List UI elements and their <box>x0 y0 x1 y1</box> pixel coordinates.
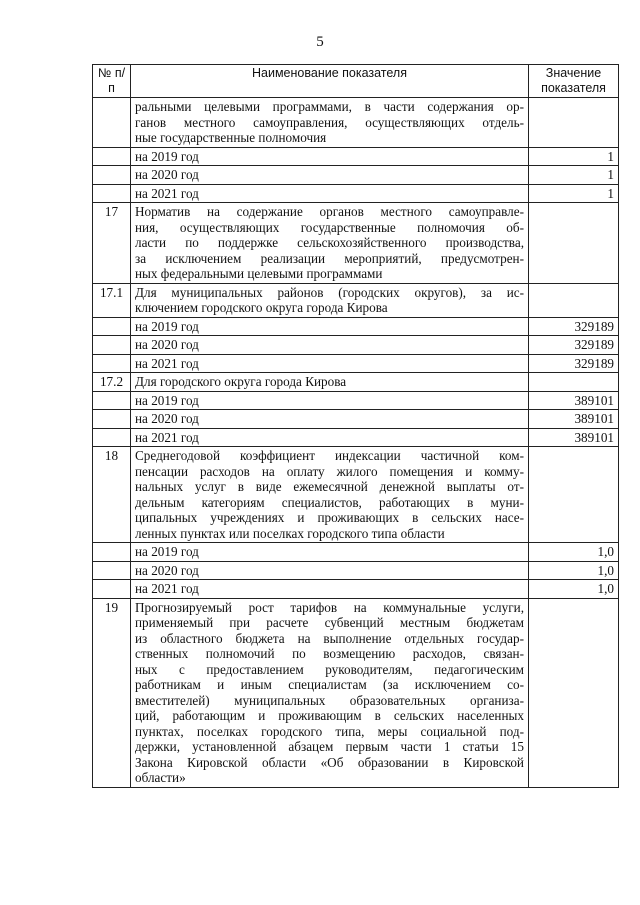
table-row <box>93 598 619 787</box>
row-number <box>93 184 131 203</box>
indicator-name <box>131 317 529 336</box>
indicator-name-line: держки, установленной абзацем первым части 1 статьи 15 <box>135 739 524 754</box>
indicator-name-line: Для муниципальных районов (городских округов), за ис- <box>135 284 524 300</box>
indicator-value <box>529 98 619 148</box>
indicator-value: 1,0 <box>529 580 619 599</box>
table-row <box>93 391 619 410</box>
row-number <box>93 410 131 429</box>
indicator-value <box>529 203 619 284</box>
row-number <box>93 336 131 355</box>
row-number: 17 <box>93 203 131 284</box>
row-number: 17.2 <box>93 373 131 392</box>
indicator-name <box>131 283 529 317</box>
indicator-name <box>131 598 529 787</box>
table-row <box>93 166 619 185</box>
table-row <box>93 184 619 203</box>
indicator-name <box>131 410 529 429</box>
indicator-name-line: ных с предоставлением руководителям, педагогическим <box>135 661 524 677</box>
indicator-name-line: Закона Кировской области «Об образовании в Кировской <box>135 754 524 770</box>
table-row <box>93 543 619 562</box>
indicator-name-line: на 2019 год <box>135 318 199 334</box>
indicator-name-line: ных федеральными целевыми программами <box>135 266 383 281</box>
indicator-name-line: ственных полномочий по возмещению расходов, связан- <box>135 646 524 661</box>
indicator-name-line: области» <box>135 770 186 785</box>
table-row <box>93 283 619 317</box>
indicator-name-line: ципальных учреждениях и проживающих в сельских насе- <box>135 510 524 525</box>
indicator-name <box>131 428 529 447</box>
indicator-name-line: на 2020 год <box>135 562 199 578</box>
row-number <box>93 98 131 148</box>
indicator-name <box>131 166 529 185</box>
indicator-name-line: на 2021 год <box>135 581 199 596</box>
indicator-name <box>131 561 529 580</box>
indicator-table <box>92 64 619 788</box>
indicator-name-line: на 2020 год <box>135 411 199 426</box>
indicator-name-line: дельным категориям специалистов, работающих в муни- <box>135 494 524 510</box>
table-body <box>93 98 619 788</box>
indicator-name <box>131 203 529 284</box>
indicator-name <box>131 147 529 166</box>
row-number <box>93 561 131 580</box>
indicator-value: 1,0 <box>529 561 619 580</box>
indicator-value: 389101 <box>529 391 619 410</box>
table-row <box>93 317 619 336</box>
indicator-value: 1,0 <box>529 543 619 562</box>
row-number: 18 <box>93 447 131 543</box>
indicator-value: 329189 <box>529 317 619 336</box>
indicator-name-line: нальных услуг в виде ежемесячной денежной выплаты от- <box>135 479 524 494</box>
indicator-name <box>131 98 529 148</box>
indicator-name-line: Прогнозируемый рост тарифов на коммунальные услуги, <box>135 599 524 615</box>
indicator-name-line: вместителей) муниципальных образовательных организа- <box>135 692 524 708</box>
indicator-name-line: на 2019 год <box>135 148 199 164</box>
indicator-name-line: ций, работающим и проживающим в сельских населенных <box>135 708 524 723</box>
table-row <box>93 410 619 429</box>
indicator-name <box>131 391 529 410</box>
table-row <box>93 147 619 166</box>
indicator-name-line: ные государственные полномочия <box>135 130 327 145</box>
table-row <box>93 447 619 543</box>
indicator-name-line: ральными целевыми программами, в части содержания ор- <box>135 99 524 114</box>
indicator-value: 389101 <box>529 428 619 447</box>
indicator-value: 329189 <box>529 336 619 355</box>
indicator-name <box>131 543 529 562</box>
indicator-name <box>131 447 529 543</box>
table-row <box>93 98 619 148</box>
indicator-value: 1 <box>529 166 619 185</box>
indicator-name-line: из областного бюджета на выполнение отдельных государ- <box>135 630 524 646</box>
header-value: Значение показателя <box>529 65 619 98</box>
row-number <box>93 391 131 410</box>
indicator-name <box>131 580 529 599</box>
indicator-value <box>529 373 619 392</box>
indicator-name-line: на 2020 год <box>135 167 199 182</box>
header-name: Наименование показателя <box>131 65 529 98</box>
indicator-name-line: применяемый при расчете субвенций местным бюджетам <box>135 615 524 630</box>
indicator-name-line: Для городского округа города Кирова <box>135 374 347 389</box>
row-number <box>93 580 131 599</box>
indicator-name <box>131 373 529 392</box>
indicator-value: 329189 <box>529 354 619 373</box>
header-num: № п/п <box>93 65 131 98</box>
indicator-value: 389101 <box>529 410 619 429</box>
indicator-name-line: на 2019 год <box>135 544 199 559</box>
page-number: 5 <box>316 34 324 50</box>
row-number <box>93 428 131 447</box>
indicator-name-line: на 2021 год <box>135 355 199 371</box>
indicator-value <box>529 598 619 787</box>
row-number <box>93 543 131 562</box>
row-number: 17.1 <box>93 283 131 317</box>
indicator-name-line: на 2021 год <box>135 185 199 201</box>
row-number: 19 <box>93 598 131 787</box>
row-number <box>93 166 131 185</box>
row-number <box>93 317 131 336</box>
indicator-name-line: ключением городского округа города Кирова <box>135 300 388 315</box>
indicator-name <box>131 184 529 203</box>
indicator-name-line: ласти по поддержке сельскохозяйственного производства, <box>135 235 524 250</box>
indicator-value: 1 <box>529 147 619 166</box>
indicator-name-line: Норматив на содержание органов местного самоуправле- <box>135 204 524 219</box>
indicator-value: 1 <box>529 184 619 203</box>
table-row <box>93 428 619 447</box>
indicator-name-line: за исключением реализации мероприятий, предусмотрен- <box>135 250 524 266</box>
indicator-name <box>131 336 529 355</box>
row-number <box>93 354 131 373</box>
indicator-name-line: работникам и иным специалистам (за исключением со- <box>135 677 524 692</box>
indicator-name-line: пенсации расходов на оплату жилого помещения и комму- <box>135 463 524 479</box>
indicator-name-line: ганов местного самоуправления, осуществляющих отдель- <box>135 114 524 130</box>
table-row <box>93 580 619 599</box>
indicator-name-line: ленных пунктах или поселках городского типа области <box>135 525 445 541</box>
table-row <box>93 203 619 284</box>
indicator-name-line: ния, осуществляющих государственные полномочия об- <box>135 219 524 235</box>
row-number <box>93 147 131 166</box>
indicator-name-line: пунктах, поселках городского типа, меры социальной под- <box>135 723 524 739</box>
indicator-name-line: на 2021 год <box>135 429 199 445</box>
indicator-value <box>529 283 619 317</box>
table-header-row <box>93 65 619 98</box>
indicator-name-line: Среднегодовой коэффициент индексации частичной ком- <box>135 448 524 463</box>
table-row <box>93 561 619 580</box>
indicator-name-line: на 2020 год <box>135 337 199 352</box>
table-row <box>93 336 619 355</box>
table-row <box>93 373 619 392</box>
indicator-name <box>131 354 529 373</box>
indicator-name-line: на 2019 год <box>135 392 199 408</box>
indicator-value <box>529 447 619 543</box>
table-row <box>93 354 619 373</box>
